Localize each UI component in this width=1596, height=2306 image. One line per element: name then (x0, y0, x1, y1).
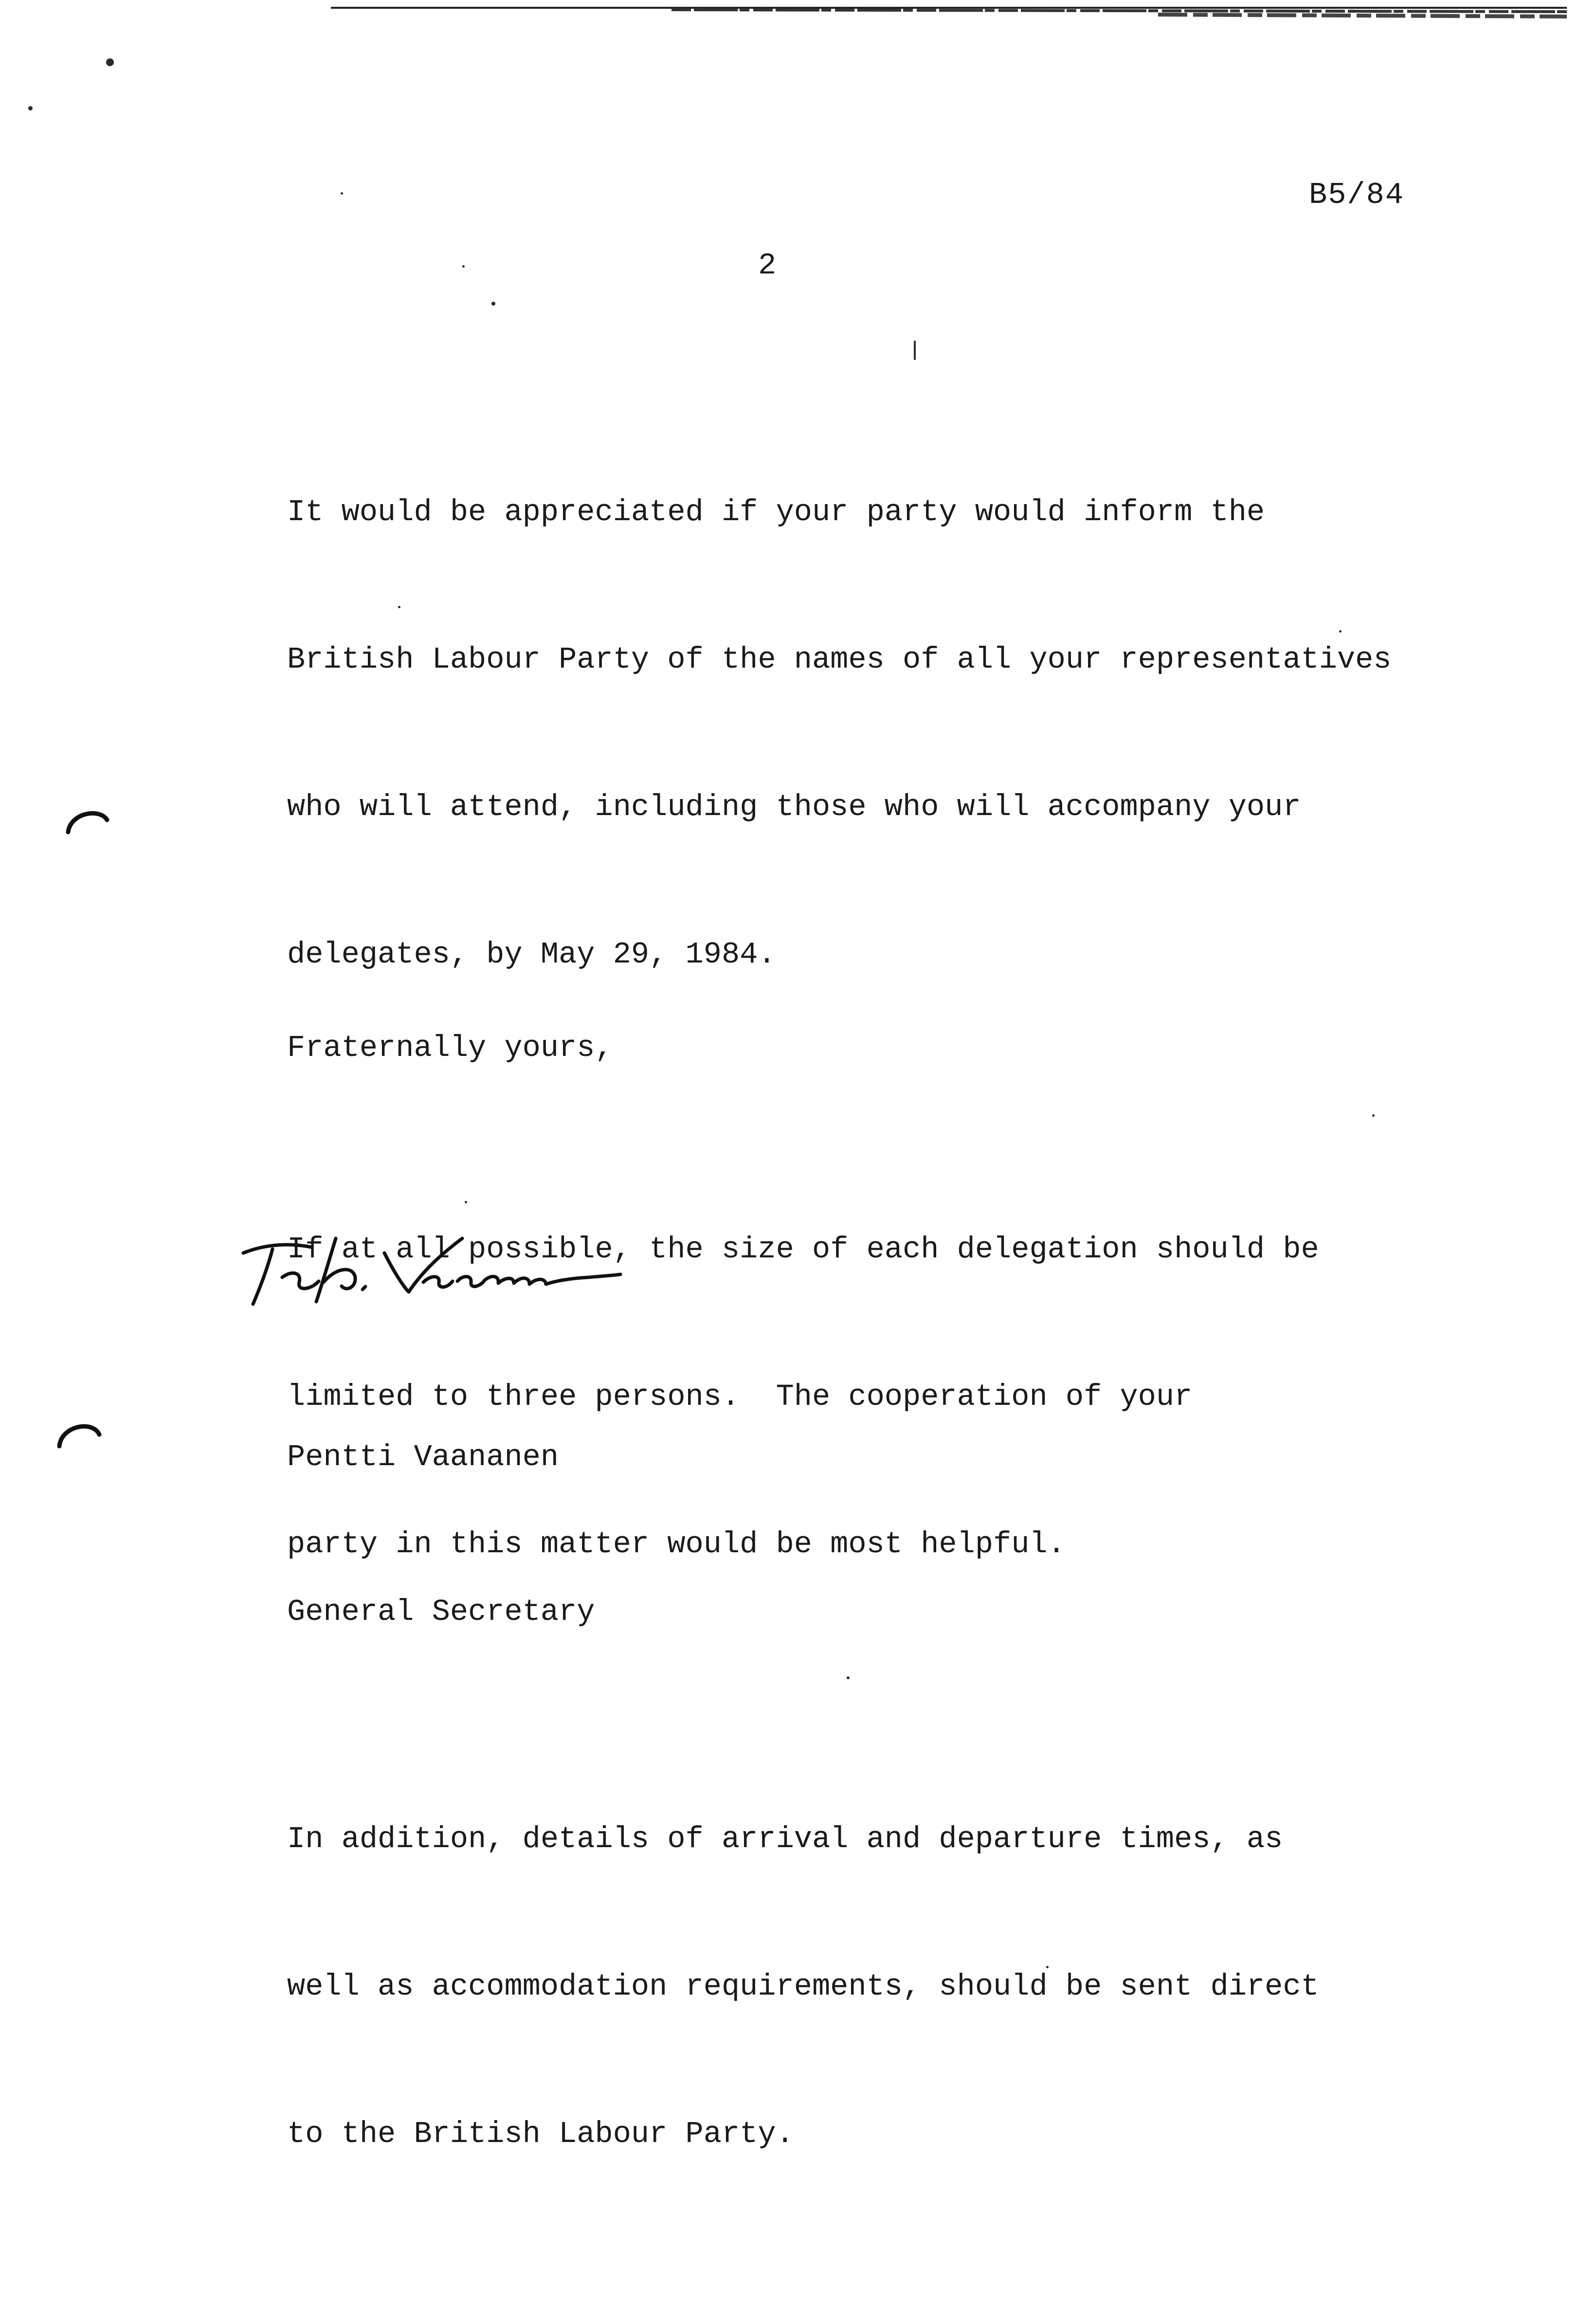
scan-speck (491, 302, 495, 306)
paragraph-line: limited to three persons. The cooperation of your (287, 1380, 1193, 1414)
scan-speck (398, 606, 400, 608)
punch-hole-mark (63, 803, 112, 837)
scan-speck (465, 1201, 467, 1203)
scan-speck (341, 192, 343, 195)
closing-salutation: Fraternally yours, (287, 1031, 613, 1065)
paragraph-3 (287, 1716, 1533, 2257)
scan-speck (1372, 1114, 1375, 1117)
scan-speck (106, 58, 114, 66)
paragraph-line: well as accommodation requirements, should be sent direct (287, 1969, 1319, 2004)
paragraph-line: to the British Labour Party. (287, 2117, 794, 2151)
paragraph-line: It would be appreciated if your party would inform the (287, 495, 1265, 529)
scan-speck (462, 265, 465, 268)
handwritten-signature (238, 1224, 623, 1311)
signer-title: General Secretary (287, 1595, 595, 1629)
paragraph-line: If at all possible, the size of each delegation should be (287, 1232, 1319, 1267)
reference-code: B5/84 (1309, 178, 1405, 212)
scan-speck (914, 341, 916, 360)
paragraph-line: In addition, details of arrival and departure times, as (287, 1822, 1283, 1856)
scan-speck (28, 106, 33, 110)
scan-top-edge (331, 4, 1567, 20)
paragraph-1 (287, 389, 1533, 1077)
page-number: 2 (758, 248, 777, 283)
punch-hole-mark (54, 1416, 103, 1450)
paragraph-line: British Labour Party of the names of all your representatives (287, 642, 1392, 677)
signer-name: Pentti Vaananen (287, 1440, 559, 1474)
paragraph-line: delegates, by May 29, 1984. (287, 937, 776, 972)
scan-speck (1339, 630, 1342, 633)
scan-speck (847, 1676, 850, 1679)
scan-speck (1046, 1966, 1049, 1968)
paragraph-line: party in this matter would be most helpful. (287, 1527, 1066, 1562)
paragraph-line: who will attend, including those who will accompany your (287, 790, 1301, 824)
signer-block (287, 1328, 595, 1741)
